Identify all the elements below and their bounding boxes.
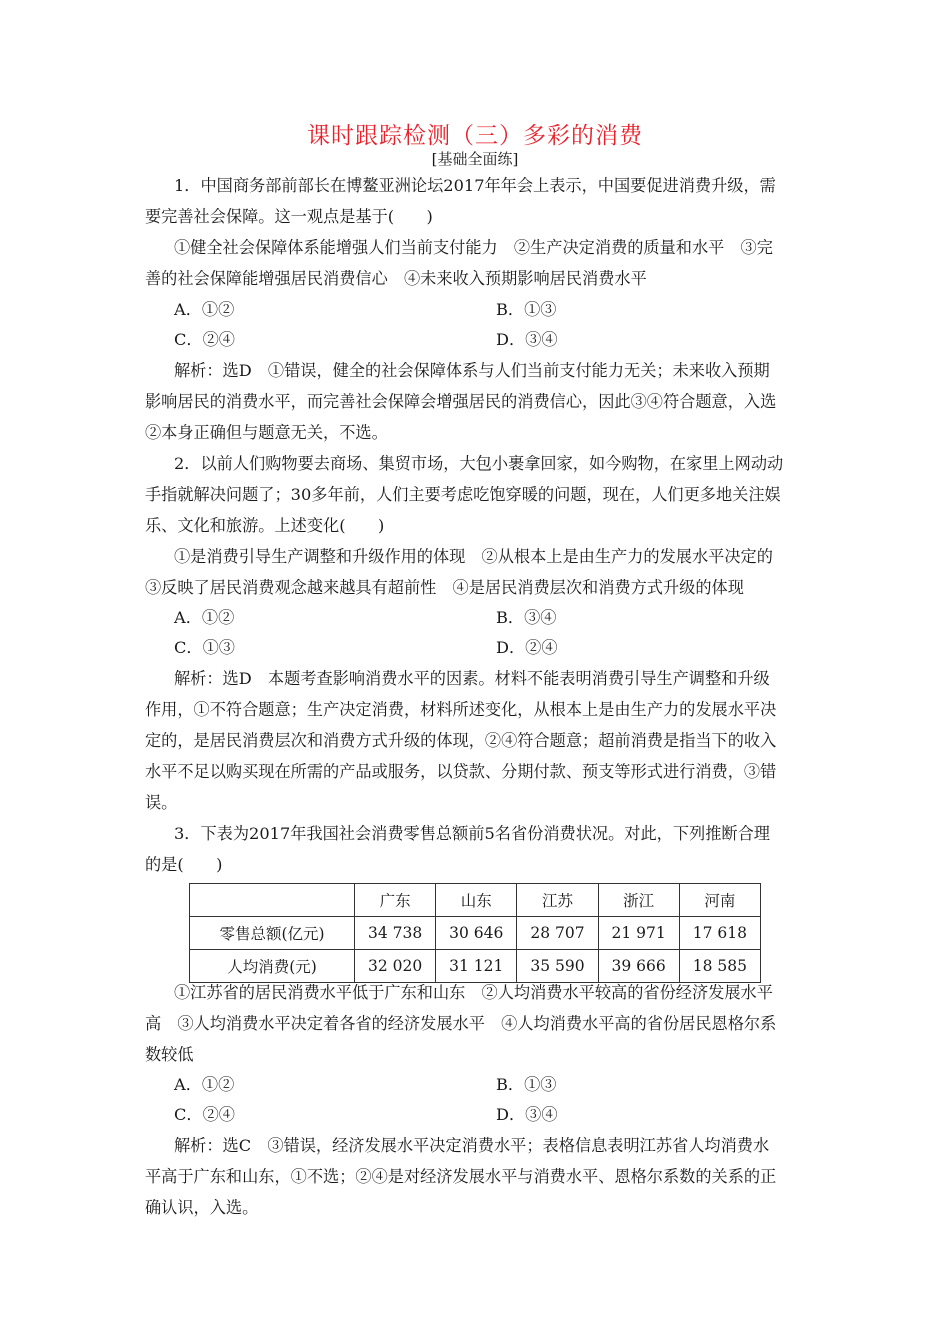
table-header-cell: 广东 — [355, 884, 436, 917]
table-row — [190, 950, 761, 983]
table-cell: 32 020 — [355, 950, 436, 983]
q3-items-line2: 高 ③人均消费水平决定着各省的经济发展水平 ④人均消费水平高的省份居民恩格尔系 — [145, 1014, 777, 1033]
table-header-cell — [190, 884, 355, 917]
table-row-label: 人均消费(元) — [190, 950, 355, 983]
q2-stem-line3: 乐、文化和旅游。上述变化( ) — [145, 516, 385, 535]
q3-option-b: B．①③ — [496, 1075, 557, 1094]
q3-answer-line1: 解析：选C ③错误，经济发展水平决定消费水平；表格信息表明江苏省人均消费水 — [174, 1136, 770, 1155]
table-header-cell: 浙江 — [598, 884, 679, 917]
table-cell: 39 666 — [598, 950, 679, 983]
q1-answer-line1: 解析：选D ①错误，健全的社会保障体系与人们当前支付能力无关；未来收入预期 — [174, 361, 770, 380]
q2-answer-line5: 误。 — [145, 793, 178, 812]
section-subtitle: [基础全面练] — [431, 150, 519, 168]
q3-stem-line2: 的是( ) — [145, 855, 223, 874]
q1-option-d: D．③④ — [496, 330, 558, 349]
table-cell: 35 590 — [517, 950, 598, 983]
q3-items-line1: ①江苏省的居民消费水平低于广东和山东 ②人均消费水平较高的省份经济发展水平 — [174, 983, 773, 1002]
q2-stem-line2: 手指就解决问题了；30多年前，人们主要考虑吃饱穿暖的问题，现在，人们更多地关注娱 — [145, 485, 781, 504]
q3-option-d: D．③④ — [496, 1105, 558, 1124]
q2-answer-line2: 作用，①不符合题意；生产决定消费，材料所述变化，从根本上是由生产力的发展水平决 — [145, 700, 777, 719]
table-cell: 21 971 — [598, 917, 679, 950]
consumption-table — [189, 883, 761, 983]
q2-option-a: A．①② — [174, 608, 235, 627]
q1-answer-line2: 影响居民的消费水平，而完善社会保障会增强居民的消费信心，因此③④符合题意，入选 — [145, 392, 777, 411]
table-cell: 31 121 — [436, 950, 517, 983]
q3-answer-line3: 确认识，入选。 — [145, 1198, 259, 1217]
table-cell: 30 646 — [436, 917, 517, 950]
table-header-row — [190, 884, 761, 917]
q3-items-line3: 数较低 — [145, 1045, 194, 1064]
q1-option-c: C．②④ — [174, 330, 235, 349]
q1-stem-line1: 1．中国商务部前部长在博鳌亚洲论坛2017年年会上表示，中国要促进消费升级，需 — [174, 176, 776, 195]
table-row-label: 零售总额(亿元) — [190, 917, 355, 950]
table-cell: 18 585 — [679, 950, 760, 983]
q2-option-b: B．③④ — [496, 608, 557, 627]
table-cell: 34 738 — [355, 917, 436, 950]
q2-items-line2: ③反映了居民消费观念越来越具有超前性 ④是居民消费层次和消费方式升级的体现 — [145, 578, 744, 597]
q2-answer-line3: 定的，是居民消费层次和消费方式升级的体现，②④符合题意；超前消费是指当下的收入 — [145, 731, 777, 750]
page-title: 课时跟踪检测（三）多彩的消费 — [307, 123, 643, 149]
q1-items-line2: 善的社会保障能增强居民消费信心 ④未来收入预期影响居民消费水平 — [145, 269, 647, 288]
table-cell: 28 707 — [517, 917, 598, 950]
table-cell: 17 618 — [679, 917, 760, 950]
table-header-cell: 山东 — [436, 884, 517, 917]
q2-answer-line1: 解析：选D 本题考查影响消费水平的因素。材料不能表明消费引导生产调整和升级 — [174, 669, 770, 688]
q2-stem-line1: 2．以前人们购物要去商场、集贸市场，大包小裹拿回家，如今购物，在家里上网动动 — [174, 454, 784, 473]
q1-items-line1: ①健全社会保障体系能增强人们当前支付能力 ②生产决定消费的质量和水平 ③完 — [174, 238, 773, 257]
q2-answer-line4: 水平不足以购买现在所需的产品或服务，以贷款、分期付款、预支等形式进行消费，③错 — [145, 762, 777, 781]
table-header-cell: 河南 — [679, 884, 760, 917]
q1-answer-line3: ②本身正确但与题意无关，不选。 — [145, 423, 388, 442]
table-header-cell: 江苏 — [517, 884, 598, 917]
q2-items-line1: ①是消费引导生产调整和升级作用的体现 ②从根本上是由生产力的发展水平决定的 — [174, 547, 773, 566]
q1-stem-line2: 要完善社会保障。这一观点是基于( ) — [145, 207, 433, 226]
q3-stem-line1: 3．下表为2017年我国社会消费零售总额前5名省份消费状况。对此，下列推断合理 — [174, 824, 770, 843]
q2-option-c: C．①③ — [174, 638, 235, 657]
q1-option-a: A．①② — [174, 300, 235, 319]
q3-option-c: C．②④ — [174, 1105, 235, 1124]
q2-option-d: D．②④ — [496, 638, 558, 657]
q3-answer-line2: 平高于广东和山东，①不选；②④是对经济发展水平与消费水平、恩格尔系数的关系的正 — [145, 1167, 777, 1186]
table-row — [190, 917, 761, 950]
q3-option-a: A．①② — [174, 1075, 235, 1094]
q1-option-b: B．①③ — [496, 300, 557, 319]
